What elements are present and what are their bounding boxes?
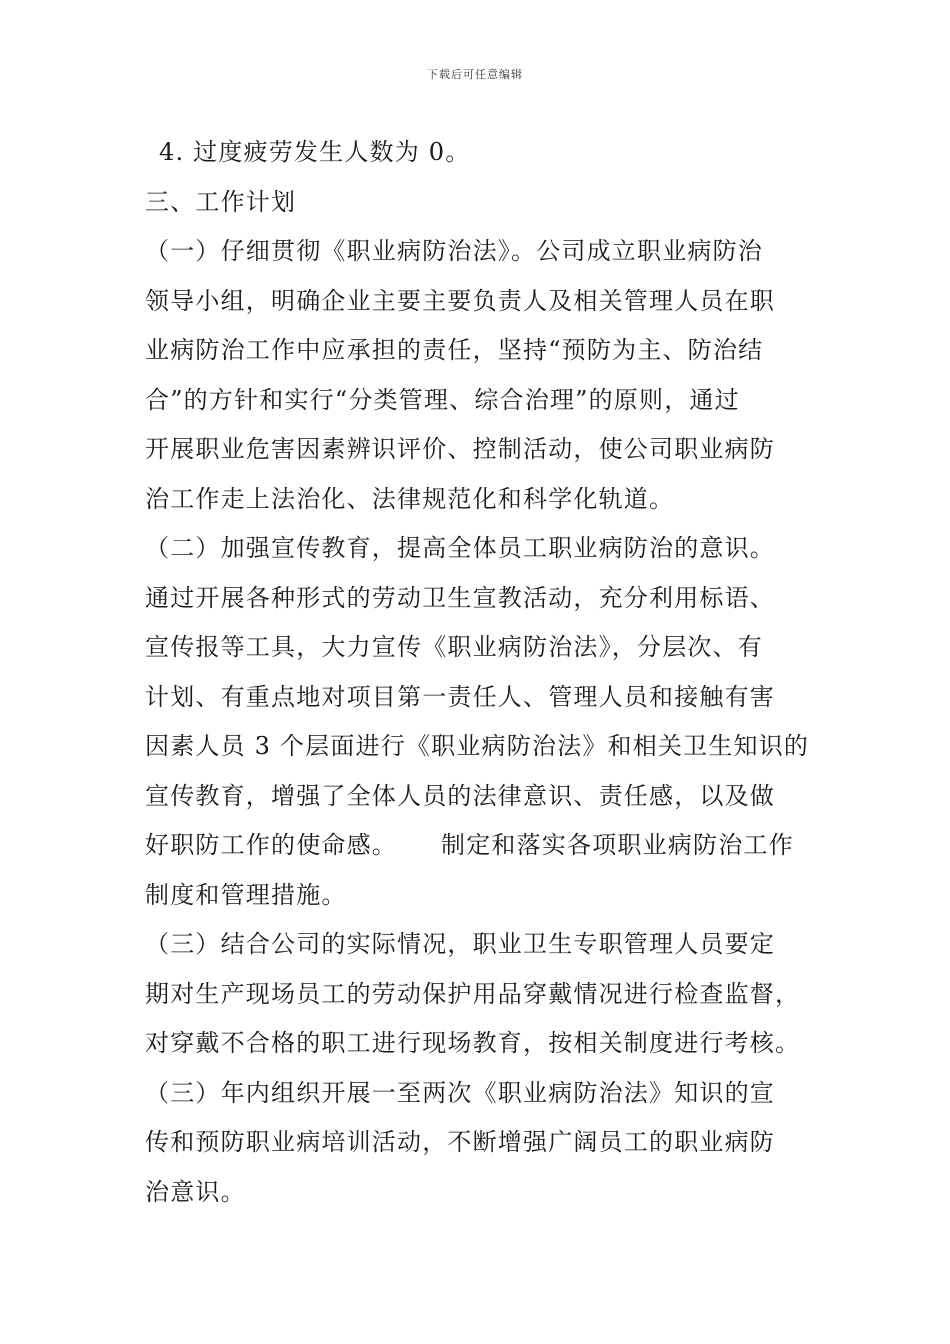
text-line: （三）结合公司的实际情况，职业卫生专职管理人员要定 [145, 930, 775, 958]
text-line: 宣传报等工具，大力宣传《职业病防治法》，分层次、有 [145, 633, 763, 661]
text-line-split [145, 821, 813, 871]
text-line: 合”的方针和实行“分类管理、综合治理”的原则，通过 [145, 385, 740, 414]
text-line: 开展职业危害因素辨识评价、控制活动，使公司职业病防 [145, 435, 775, 463]
text-line: 领导小组，明确企业主要主要负责人及相关管理人员在职 [145, 286, 775, 315]
section-heading: 三、工作计划 [145, 187, 297, 216]
text-line: 业病防治工作中应承担的责任，坚持“预防为主、防治结 [145, 336, 764, 364]
document-body [145, 128, 813, 1217]
text-line: 计划、有重点地对项目第一责任人、管理人员和接触有害 [145, 682, 775, 711]
text-segment: 制定和落实各项职业病防治工作 [441, 831, 794, 859]
text-line: 因素人员 3 个层面进行《职业病防治法》和相关卫生知识的 [145, 732, 810, 760]
text-line: 期对生产现场员工的劳动保护用品穿戴情况进行检查监督， [145, 979, 801, 1008]
text-line: （一）仔细贯彻《职业病防治法》。公司成立职业病防治 [145, 237, 763, 265]
text-line: 治工作走上法治化、法律规范化和科学化轨道。 [145, 484, 675, 513]
text-line: 宣传教育，增强了全体人员的法律意识、责任感，以及做 [145, 781, 775, 810]
text-line: 通过开展各种形式的劳动卫生宣教活动，充分利用标语、 [145, 583, 775, 612]
text-line: 制度和管理措施。 [145, 880, 347, 909]
text-line: 传和预防职业病培训活动，不断增强广阔员工的职业病防 [145, 1128, 775, 1156]
text-line: （二）加强宣传教育，提高全体员工职业病防治的意识。 [145, 534, 775, 562]
text-line: 4. 过度疲劳发生人数为 0。 [159, 138, 471, 166]
text-line: （三）年内组织开展一至两次《职业病防治法》知识的宣 [145, 1078, 775, 1107]
text-line: 治意识。 [145, 1177, 246, 1206]
text-line: 对穿戴不合格的职工进行现场教育，按相关制度进行考核。 [145, 1029, 801, 1057]
text-segment: 好职防工作的使命感。 [145, 831, 397, 859]
page-header-note: 下载后可任意编辑 [427, 68, 523, 81]
